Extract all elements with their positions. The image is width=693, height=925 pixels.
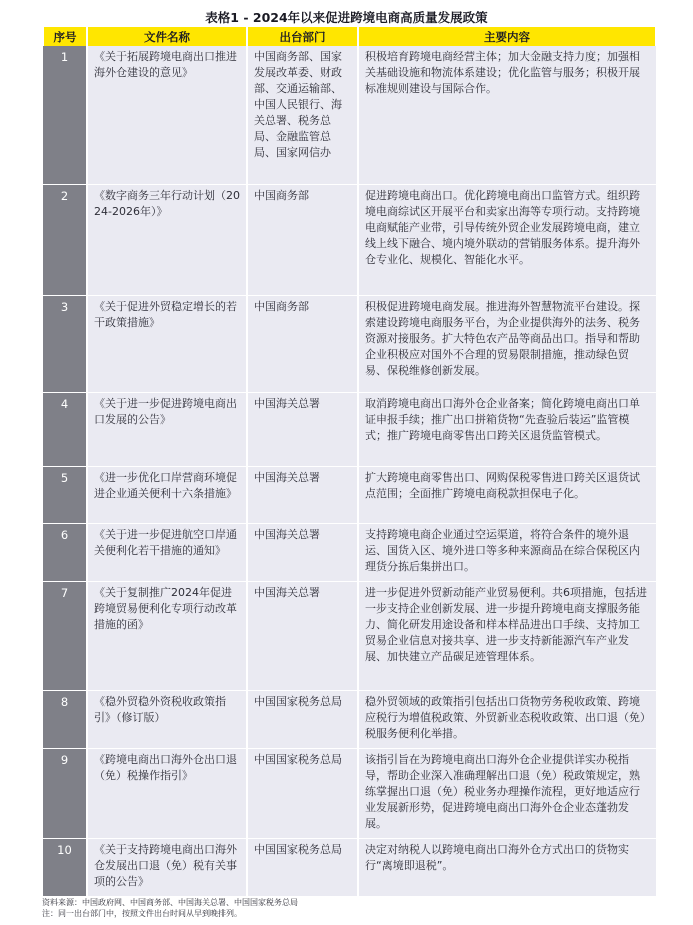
row-department: 中国商务部 xyxy=(247,295,358,392)
row-number: 4 xyxy=(43,392,87,466)
row-file-name: 《数字商务三年行动计划（2024-2026年）》 xyxy=(87,184,247,295)
row-department: 中国商务部 xyxy=(247,184,358,295)
table-row xyxy=(43,184,656,295)
table-row xyxy=(43,392,656,466)
table-title: 表格1 - 2024年以来促进跨境电商高质量发展政策 xyxy=(205,10,488,25)
row-file-name: 《关于拓展跨境电商出口推进海外仓建设的意见》 xyxy=(87,46,247,184)
row-number: 7 xyxy=(43,581,87,690)
row-content: 积极培育跨境电商经营主体；加大金融支持力度；加强相关基础设施和物流体系建设；优化监管与服务；积极开展标准规则建设与国际合作。 xyxy=(358,46,656,184)
header-file-name: 文件名称 xyxy=(87,27,247,46)
row-content: 决定对纳税人以跨境电商出口海外仓方式出口的货物实行“离境即退税”。 xyxy=(358,838,656,896)
row-department: 中国海关总署 xyxy=(247,392,358,466)
header-department: 出台部门 xyxy=(247,27,358,46)
row-department: 中国国家税务总局 xyxy=(247,690,358,748)
policy-table xyxy=(42,27,657,897)
row-content: 稳外贸领域的政策指引包括出口货物劳务税收政策、跨境应税行为增值税政策、外贸新业态税收政策、出口退（免）税服务便利化举措。 xyxy=(358,690,656,748)
header-number: 序号 xyxy=(43,27,87,46)
row-number: 6 xyxy=(43,523,87,581)
row-number: 1 xyxy=(43,46,87,184)
source-note: 资料来源：中国政府网、中国商务部、中国海关总署、中国国家税务总局 xyxy=(42,898,298,907)
row-content: 支持跨境电商企业通过空运渠道，将符合条件的境外退运、国货入区、境外进口等多种来源商品在综合保税区内理货分拣后集拼出口。 xyxy=(358,523,656,581)
ordering-note: 注：同一出台部门中，按照文件出台时间从早到晚排列。 xyxy=(42,909,242,918)
row-number: 8 xyxy=(43,690,87,748)
row-content: 积极促进跨境电商发展。推进海外智慧物流平台建设。探索建设跨境电商服务平台，为企业提供海外的法务、税务资源对接服务。扩大特色农产品等商品出口。指导和帮助企业积极应对国外不合理的贸易限制措施，推动绿色贸易、保税维修创新发展。 xyxy=(358,295,656,392)
row-file-name: 《进一步优化口岸营商环境促进企业通关便利十六条措施》 xyxy=(87,466,247,523)
header-main-content: 主要内容 xyxy=(358,27,656,46)
row-department: 中国国家税务总局 xyxy=(247,838,358,896)
row-file-name: 《关于进一步促进跨境电商出口发展的公告》 xyxy=(87,392,247,466)
table-row xyxy=(43,46,656,184)
row-content: 扩大跨境电商零售出口、网购保税零售进口跨关区退货试点范围；全面推广跨境电商税款担保电子化。 xyxy=(358,466,656,523)
row-file-name: 《稳外贸稳外资税收政策指引》（修订版） xyxy=(87,690,247,748)
row-department: 中国海关总署 xyxy=(247,466,358,523)
row-content: 取消跨境电商出口海外仓企业备案；简化跨境电商出口单证申报手续；推广出口拼箱货物“先查验后装运”监管模式；推广跨境电商零售出口跨关区退货监管模式。 xyxy=(358,392,656,466)
row-content: 进一步促进外贸新动能产业贸易便利。共6项措施，包括进一步支持企业创新发展、进一步提升跨境电商支撑服务能力、简化研发用途设备和样本样品进出口手续、支持加工贸易企业信息对接共享、进一步支持新能源汽车产业发展、加快建立产品碳足迹管理体系。 xyxy=(358,581,656,690)
row-content: 促进跨境电商出口。优化跨境电商出口监管方式。组织跨境电商综试区开展平台和卖家出海等专项行动。支持跨境电商赋能产业带，引导传统外贸企业发展跨境电商，建立线上线下融合、境内境外联动的营销服务体系。提升海外仓专业化、规模化、智能化水平。 xyxy=(358,184,656,295)
row-file-name: 《关于促进外贸稳定增长的若干政策措施》 xyxy=(87,295,247,392)
row-department: 中国国家税务总局 xyxy=(247,748,358,838)
row-department: 中国海关总署 xyxy=(247,581,358,690)
row-number: 2 xyxy=(43,184,87,295)
row-content: 该指引旨在为跨境电商出口海外仓企业提供详实办税指导，帮助企业深入准确理解出口退（免）税政策规定，熟练掌握出口退（免）税业务办理操作流程，更好地适应行业发展新形势，促进跨境电商出口海外仓企业态蓬勃发展。 xyxy=(358,748,656,838)
row-file-name: 《关于复制推广2024年促进跨境贸易便利化专项行动改革措施的函》 xyxy=(87,581,247,690)
table-row xyxy=(43,838,656,896)
table-row xyxy=(43,748,656,838)
table-row xyxy=(43,690,656,748)
row-department: 中国商务部、国家发展改革委、财政部、交通运输部、中国人民银行、海关总署、税务总局、金融监管总局、国家网信办 xyxy=(247,46,358,184)
row-number: 10 xyxy=(43,838,87,896)
table-row xyxy=(43,581,656,690)
row-number: 9 xyxy=(43,748,87,838)
row-number: 5 xyxy=(43,466,87,523)
table-row xyxy=(43,466,656,523)
footnotes xyxy=(42,897,655,919)
table-row xyxy=(43,523,656,581)
row-file-name: 《关于支持跨境电商出口海外仓发展出口退（免）税有关事项的公告》 xyxy=(87,838,247,896)
table-header-row xyxy=(43,27,656,46)
row-file-name: 《关于进一步促进航空口岸通关便利化若干措施的通知》 xyxy=(87,523,247,581)
row-file-name: 《跨境电商出口海外仓出口退（免）税操作指引》 xyxy=(87,748,247,838)
row-department: 中国海关总署 xyxy=(247,523,358,581)
row-number: 3 xyxy=(43,295,87,392)
table-row xyxy=(43,295,656,392)
